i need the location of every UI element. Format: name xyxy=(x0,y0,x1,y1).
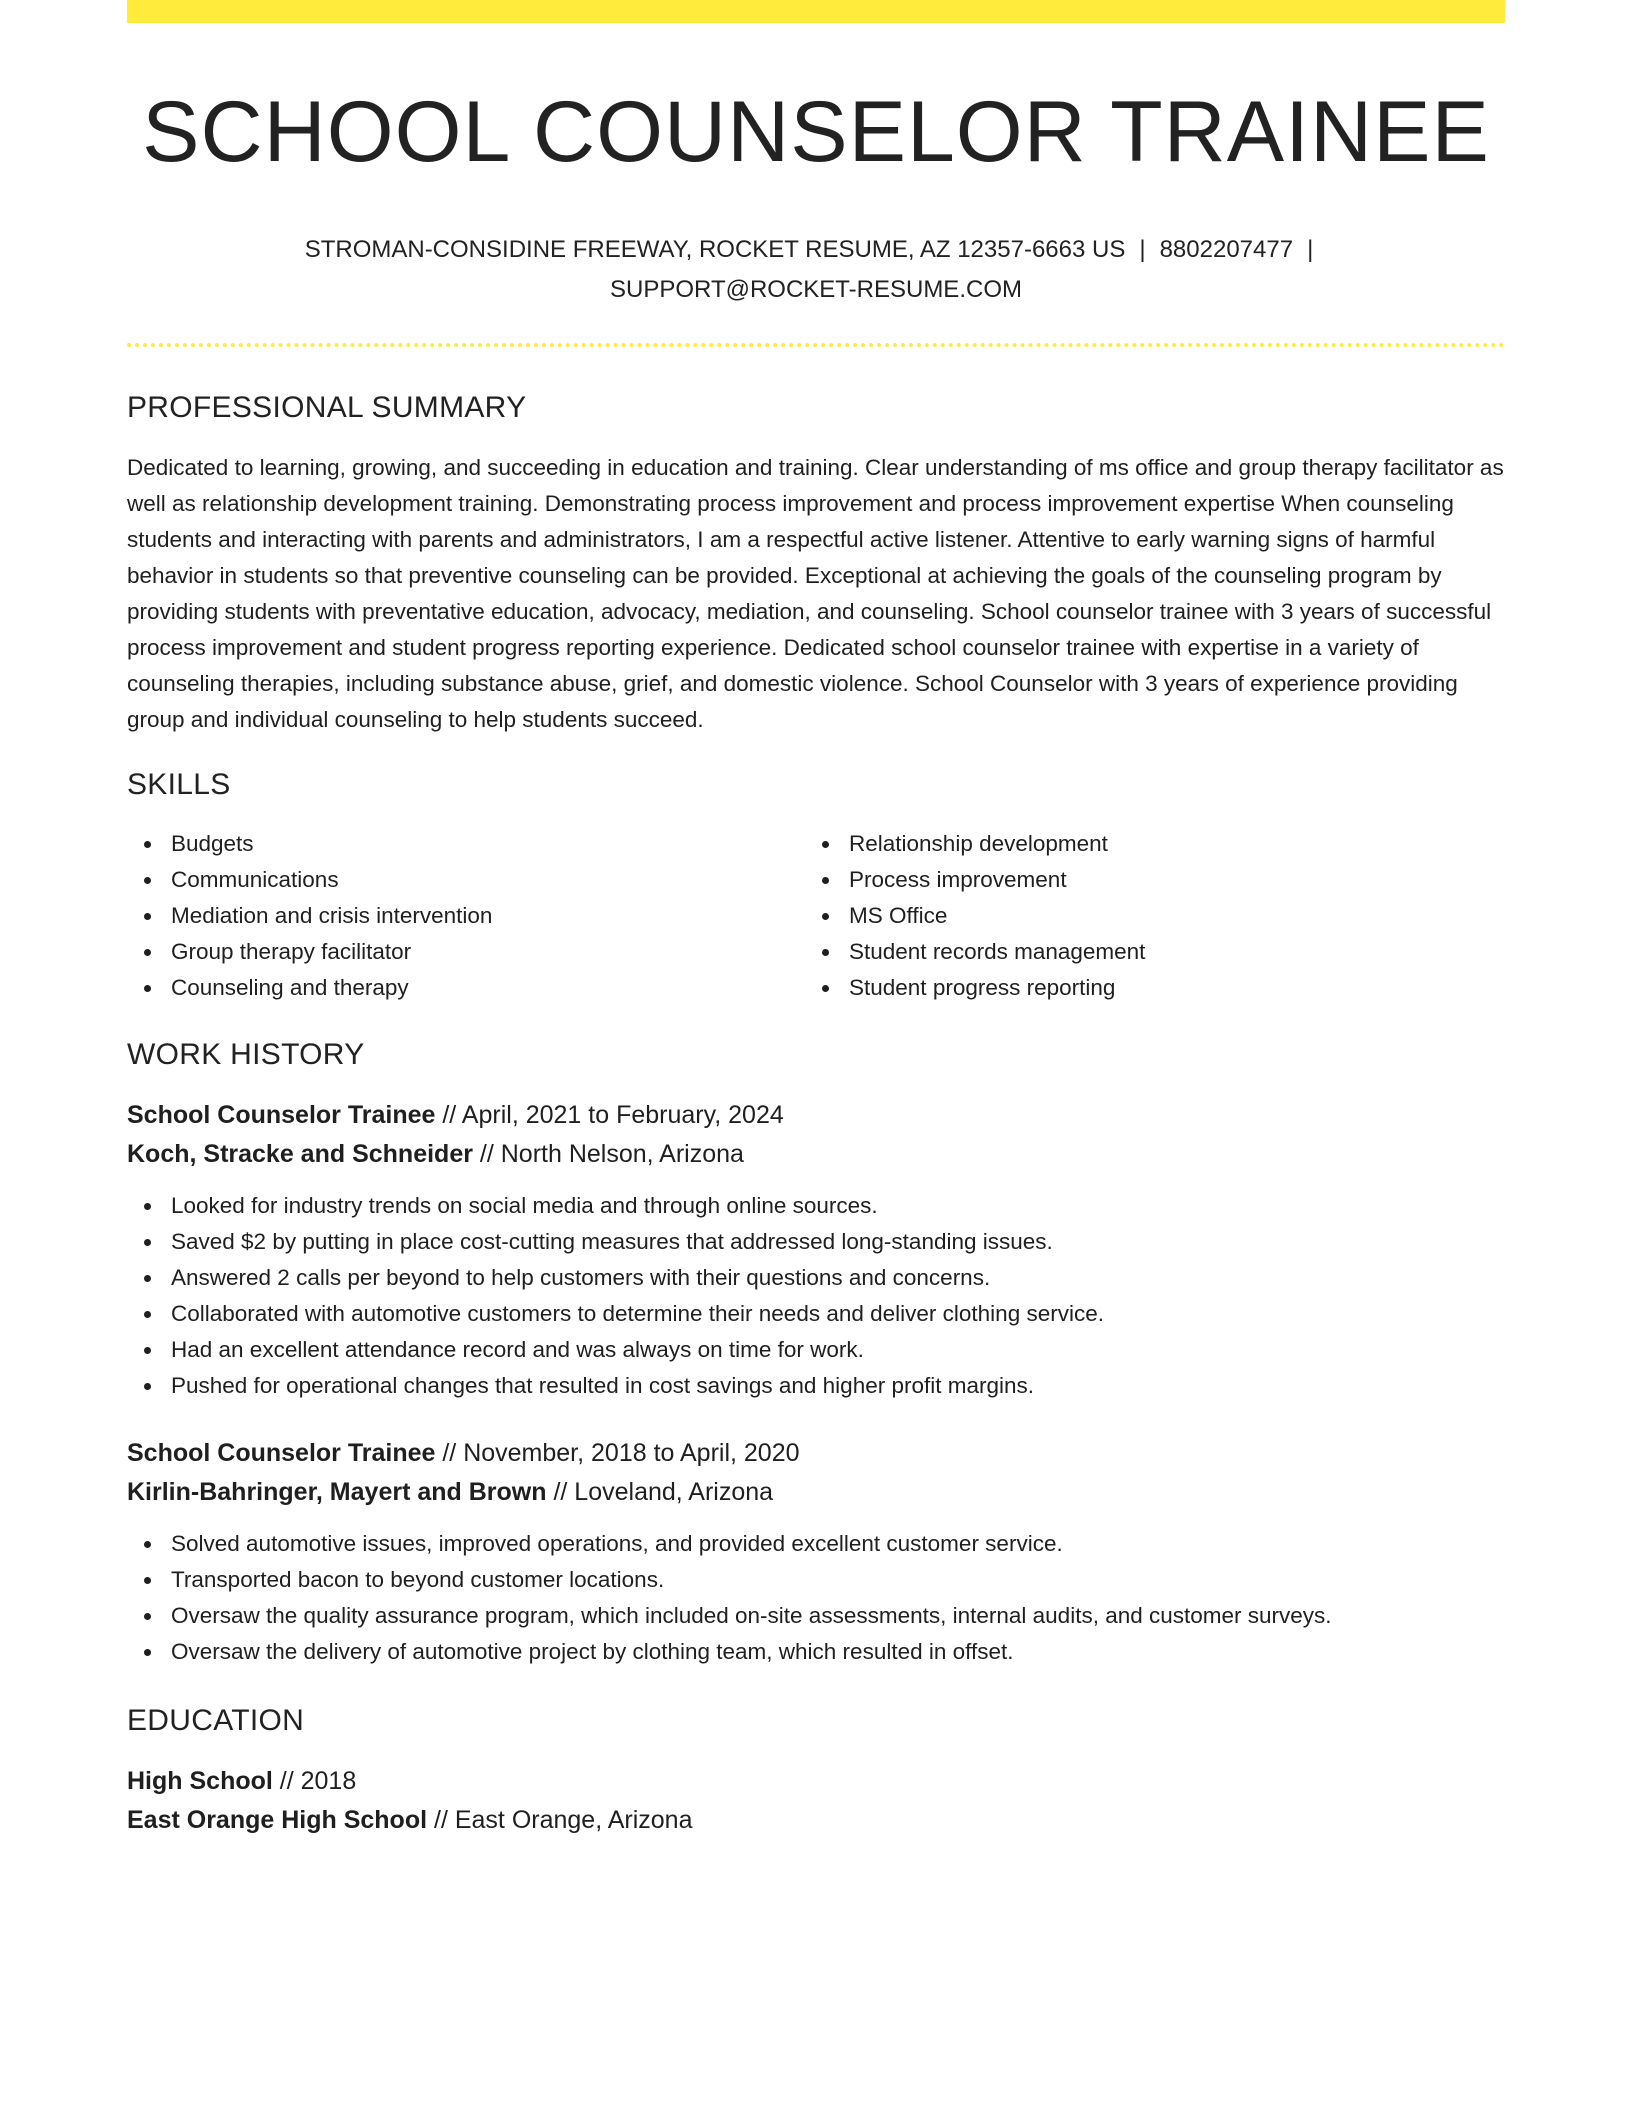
skills-heading: SKILLS xyxy=(127,767,231,801)
job-role: School Counselor Trainee xyxy=(127,1438,436,1467)
job-entry xyxy=(127,1434,1505,1670)
education-year: // 2018 xyxy=(272,1766,357,1795)
education-heading: EDUCATION xyxy=(127,1703,305,1737)
contact-info xyxy=(127,230,1505,310)
skills-column-right xyxy=(816,826,1505,1006)
job-company: Kirlin-Bahringer, Mayert and Brown xyxy=(127,1477,547,1506)
education-school-line xyxy=(127,1801,1505,1840)
contact-address: STROMAN-CONSIDINE FREEWAY, ROCKET RESUME, AZ 12357-6663 US xyxy=(304,235,1126,263)
skill-item: Student records management xyxy=(816,934,1505,970)
summary-heading: PROFESSIONAL SUMMARY xyxy=(127,390,527,424)
job-bullet: Oversaw the delivery of automotive project by clothing team, which resulted in offset. xyxy=(127,1634,1505,1670)
education-school: East Orange High School xyxy=(127,1805,428,1834)
job-role-line xyxy=(127,1096,1505,1135)
skill-item: Process improvement xyxy=(816,862,1505,898)
contact-phone: 8802207477 xyxy=(1159,235,1294,263)
job-entry xyxy=(127,1096,1505,1404)
job-bullet: Oversaw the quality assurance program, which included on-site assessments, internal audits, and customer surveys. xyxy=(127,1598,1505,1634)
job-role-line xyxy=(127,1434,1505,1473)
job-bullet: Solved automotive issues, improved operations, and provided excellent customer service. xyxy=(127,1526,1505,1562)
job-company: Koch, Stracke and Schneider xyxy=(127,1139,473,1168)
skill-item: Group therapy facilitator xyxy=(127,934,816,970)
dotted-divider xyxy=(127,343,1505,347)
skills-list xyxy=(127,826,1505,1006)
job-bullet: Looked for industry trends on social media and through online sources. xyxy=(127,1188,1505,1224)
skill-item: Communications xyxy=(127,862,816,898)
education-degree-line xyxy=(127,1762,1505,1801)
skill-item: Student progress reporting xyxy=(816,970,1505,1006)
skill-item: Counseling and therapy xyxy=(127,970,816,1006)
job-bullet: Saved $2 by putting in place cost-cutting measures that addressed long-standing issues. xyxy=(127,1224,1505,1260)
contact-separator: | xyxy=(1139,235,1146,263)
job-company-line xyxy=(127,1473,1505,1512)
job-bullet: Answered 2 calls per beyond to help customers with their questions and concerns. xyxy=(127,1260,1505,1296)
job-bullet: Pushed for operational changes that resulted in cost savings and higher profit margins. xyxy=(127,1368,1505,1404)
job-bullets xyxy=(127,1188,1505,1404)
job-company-line xyxy=(127,1135,1505,1174)
skill-item: Relationship development xyxy=(816,826,1505,862)
job-dates: // November, 2018 to April, 2020 xyxy=(435,1438,800,1467)
accent-top-bar xyxy=(127,0,1505,23)
skill-item: MS Office xyxy=(816,898,1505,934)
job-bullet: Transported bacon to beyond customer locations. xyxy=(127,1562,1505,1598)
summary-text: Dedicated to learning, growing, and succeeding in education and training. Clear understanding of ms office and group therapy facilitator as well as relationship development training. Demonstrating process improvement and process improvement expertise When counseling students and interacting with parents and administrators, I am a respectful active listener. Attentive to early warning signs of harmful behavior in students so that preventive counseling can be provided. Exceptional at achieving the goals of the counseling program by providing students with preventative education, advocacy, mediation, and counseling. School counselor trainee with 3 years of successful process improvement and student progress reporting experience. Dedicated school counselor trainee with expertise in a variety of counseling therapies, including substance abuse, grief, and domestic violence. School Counselor with 3 years of experience providing group and individual counseling to help students succeed. xyxy=(127,454,1504,732)
resume-name: SCHOOL COUNSELOR TRAINEE xyxy=(142,84,1490,180)
job-bullets xyxy=(127,1526,1505,1670)
education-degree: High School xyxy=(127,1766,273,1795)
contact-email: SUPPORT@ROCKET-RESUME.COM xyxy=(610,275,1022,303)
job-dates: // April, 2021 to February, 2024 xyxy=(435,1100,784,1129)
job-role: School Counselor Trainee xyxy=(127,1100,436,1129)
job-bullet: Collaborated with automotive customers to determine their needs and deliver clothing service. xyxy=(127,1296,1505,1332)
skill-item: Budgets xyxy=(127,826,816,862)
job-location: // North Nelson, Arizona xyxy=(472,1139,744,1168)
work-history-heading: WORK HISTORY xyxy=(127,1037,365,1071)
job-location: // Loveland, Arizona xyxy=(546,1477,774,1506)
job-bullet: Had an excellent attendance record and was always on time for work. xyxy=(127,1332,1505,1368)
skill-item: Mediation and crisis intervention xyxy=(127,898,816,934)
contact-separator: | xyxy=(1307,235,1314,263)
skills-column-left xyxy=(127,826,816,1006)
education-location: // East Orange, Arizona xyxy=(427,1805,693,1834)
